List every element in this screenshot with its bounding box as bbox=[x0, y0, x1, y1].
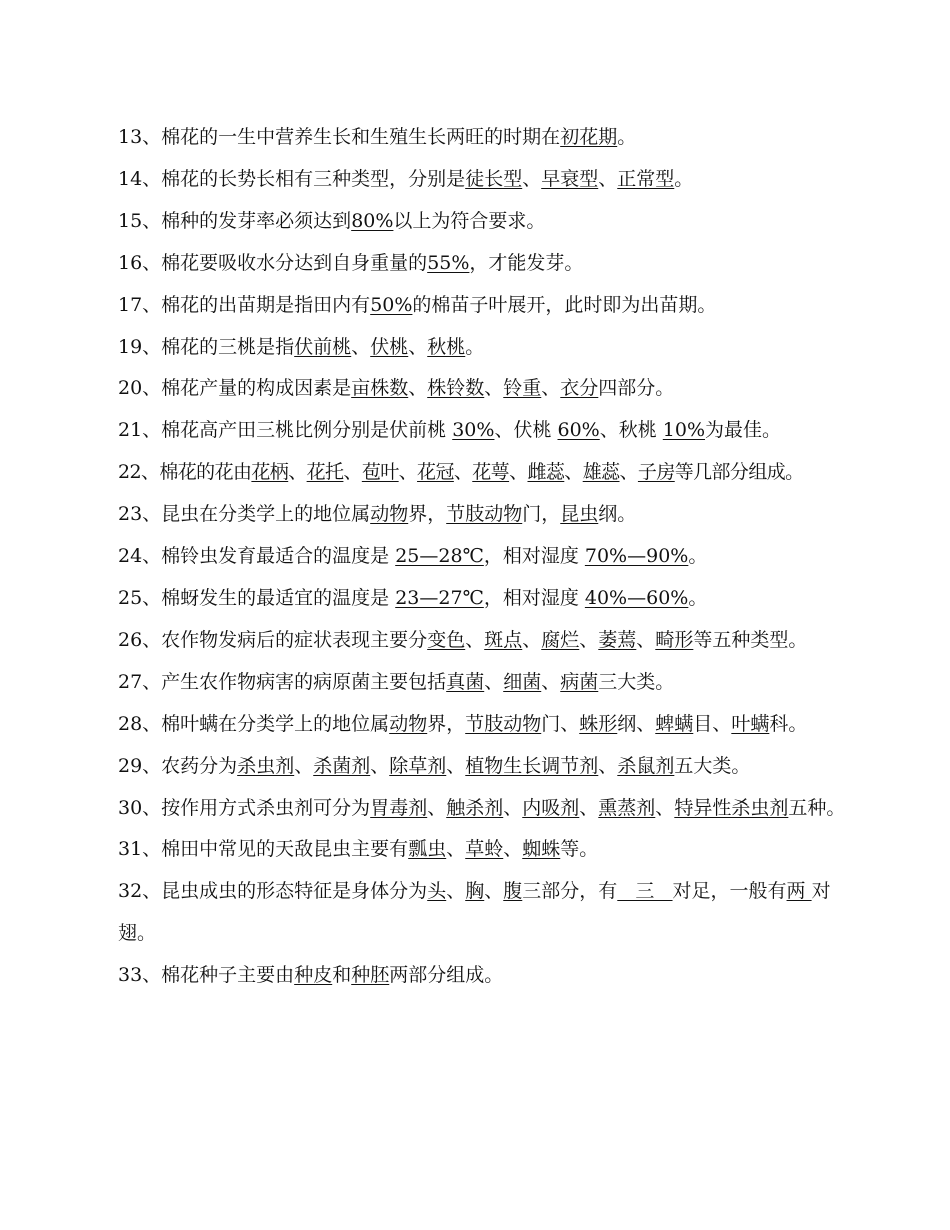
question-text: 。 bbox=[617, 126, 637, 148]
question-text: 的棉苗子叶展开，此时即为出苗期。 bbox=[412, 293, 717, 316]
answer-blank: 杀虫剂 bbox=[237, 754, 295, 777]
question-text: 三部分，有 bbox=[522, 880, 618, 903]
answer-blank: 真菌 bbox=[446, 670, 485, 693]
question-text: 、 bbox=[541, 377, 561, 400]
question-text: 、 bbox=[636, 628, 656, 651]
question-text: 、 bbox=[453, 461, 473, 484]
question-text: 四部分。 bbox=[598, 377, 675, 400]
question-text: 22、棉花的花由 bbox=[118, 461, 252, 484]
question-text: 16、棉花要吸收水分达到自身重量的 bbox=[118, 251, 428, 274]
question-text: 、 bbox=[408, 335, 428, 358]
answer-blank: 细菌 bbox=[503, 670, 542, 693]
question-text: 、 bbox=[446, 754, 466, 777]
question-text: 。 bbox=[688, 586, 708, 609]
answer-blank: 种皮 bbox=[294, 964, 333, 987]
answer-blank: 秋桃 bbox=[427, 335, 466, 358]
question-text: 科。 bbox=[769, 712, 808, 735]
answer-blank: 蜱螨 bbox=[655, 712, 694, 735]
answer-blank: 40%—60% bbox=[584, 586, 689, 609]
answer-blank: 苞叶 bbox=[361, 461, 399, 484]
question-text: 、 bbox=[370, 754, 390, 777]
answer-blank: 蛛形 bbox=[579, 712, 618, 735]
question-text: 28、棉叶螨在分类学上的地位属 bbox=[118, 712, 390, 735]
question-text: 、 bbox=[446, 880, 466, 903]
question-text: 14、棉花的长势长相有三种类型，分别是 bbox=[118, 167, 466, 190]
question-text: 、 bbox=[398, 461, 418, 484]
answer-blank: 蜘蛛 bbox=[522, 838, 561, 861]
question-text: 、 bbox=[351, 335, 371, 358]
question-text: 界， bbox=[427, 712, 466, 735]
question-list bbox=[118, 117, 848, 997]
question-text: ，相对湿度 bbox=[483, 545, 585, 568]
answer-blank: 正常型 bbox=[617, 167, 675, 190]
question-text: 目、 bbox=[693, 712, 732, 735]
question-text: 26、农作物发病后的症状表现主要分 bbox=[118, 628, 428, 651]
question-text: 等五种类型。 bbox=[693, 628, 808, 651]
answer-blank: 花萼 bbox=[472, 461, 510, 484]
answer-blank: 55% bbox=[427, 251, 470, 274]
answer-blank: 熏蒸剂 bbox=[598, 796, 656, 819]
question-text: 、伏桃 bbox=[494, 419, 558, 442]
answer-blank: 头 bbox=[427, 880, 447, 903]
answer-blank: 种胚 bbox=[351, 964, 390, 987]
question-text: 、 bbox=[288, 461, 307, 484]
answer-blank: 雌蕊 bbox=[527, 461, 565, 484]
answer-blank: 株铃数 bbox=[427, 377, 485, 400]
question-item bbox=[118, 578, 848, 620]
question-item bbox=[118, 746, 848, 788]
question-text: 15、棉种的发芽率必须达到 bbox=[118, 209, 352, 232]
answer-blank: 80% bbox=[351, 209, 394, 232]
question-text: 为最佳。 bbox=[705, 419, 782, 442]
question-text: 25、棉蚜发生的最适宜的温度是 bbox=[118, 586, 396, 609]
question-text: 30、按作用方式杀虫剂可分为 bbox=[118, 796, 371, 819]
answer-blank: 变色 bbox=[427, 628, 466, 651]
answer-blank: 70%—90% bbox=[584, 545, 689, 568]
question-text: 、 bbox=[503, 838, 523, 861]
question-text: 两部分组成。 bbox=[389, 964, 504, 987]
question-text: 。 bbox=[688, 545, 708, 568]
question-text: 19、棉花的三桃是指 bbox=[118, 335, 295, 358]
question-text: 等。 bbox=[560, 838, 599, 861]
answer-blank: 衣分 bbox=[560, 377, 599, 400]
question-text: 纲、 bbox=[617, 712, 656, 735]
question-text: 对翅。 bbox=[118, 880, 831, 945]
question-item bbox=[118, 410, 848, 452]
question-text: 、 bbox=[427, 796, 447, 819]
answer-blank: 内吸剂 bbox=[522, 796, 580, 819]
answer-blank: 萎蔫 bbox=[598, 628, 637, 651]
answer-blank: 特异性杀虫剂 bbox=[674, 796, 789, 819]
question-text: 、 bbox=[541, 670, 561, 693]
answer-blank: 徒长型 bbox=[465, 167, 523, 190]
answer-blank: 斑点 bbox=[484, 628, 523, 651]
answer-blank: 病菌 bbox=[560, 670, 599, 693]
question-text: 、 bbox=[509, 461, 528, 484]
question-text: 三大类。 bbox=[598, 670, 675, 693]
question-text: 、 bbox=[655, 796, 675, 819]
answer-blank: 植物生长调节剂 bbox=[465, 754, 599, 777]
question-text: 界， bbox=[408, 503, 447, 526]
question-item bbox=[118, 536, 848, 578]
question-text: 33、棉花种子主要由 bbox=[118, 964, 295, 987]
question-text: ，才能发芽。 bbox=[469, 251, 584, 274]
question-text: 31、棉田中常见的天敌昆虫主要有 bbox=[118, 838, 409, 861]
question-item bbox=[118, 829, 848, 871]
question-text: 、 bbox=[522, 628, 542, 651]
question-text: 、 bbox=[408, 377, 428, 400]
question-item bbox=[118, 494, 848, 536]
question-text: 、 bbox=[598, 754, 618, 777]
answer-blank: 花托 bbox=[306, 461, 344, 484]
question-text: 、 bbox=[446, 838, 466, 861]
answer-blank: 杀菌剂 bbox=[313, 754, 371, 777]
question-text: 五种。 bbox=[788, 796, 846, 819]
question-text: 、 bbox=[484, 880, 504, 903]
question-text: 24、棉铃虫发育最适合的温度是 bbox=[118, 545, 396, 568]
answer-blank: 伏桃 bbox=[370, 335, 409, 358]
question-text: 对足，一般有 bbox=[672, 880, 787, 903]
answer-blank: 25—28℃ bbox=[395, 545, 484, 568]
question-text: 和 bbox=[332, 964, 352, 987]
question-item bbox=[118, 871, 848, 955]
answer-blank: 花冠 bbox=[417, 461, 454, 484]
answer-blank: 子房 bbox=[637, 461, 675, 484]
question-item bbox=[118, 620, 848, 662]
question-text: 等几部分组成。 bbox=[674, 461, 804, 484]
question-text: 32、昆虫成虫的形态特征是身体分为 bbox=[118, 880, 428, 903]
question-item bbox=[118, 452, 848, 494]
question-text: 门、 bbox=[541, 712, 580, 735]
answer-blank: 畸形 bbox=[655, 628, 694, 651]
question-text: 、 bbox=[465, 628, 485, 651]
question-item bbox=[118, 662, 848, 704]
question-text: 以上为符合要求。 bbox=[393, 209, 546, 232]
question-item bbox=[118, 201, 848, 243]
answer-blank: 60% bbox=[557, 419, 600, 442]
answer-blank: 腹 bbox=[503, 880, 523, 903]
question-text: 。 bbox=[465, 335, 485, 358]
question-item bbox=[118, 788, 848, 830]
answer-blank: 初花期 bbox=[560, 126, 618, 148]
question-text: 门， bbox=[522, 503, 561, 526]
question-text: 、 bbox=[484, 670, 504, 693]
question-text: 23、昆虫在分类学上的地位属 bbox=[118, 503, 371, 526]
question-text: 五大类。 bbox=[674, 754, 751, 777]
question-text: 、 bbox=[522, 167, 542, 190]
answer-blank: 节肢动物 bbox=[465, 712, 542, 735]
question-item bbox=[118, 704, 848, 746]
question-text: 、 bbox=[294, 754, 314, 777]
answer-blank: 雄蕊 bbox=[582, 461, 620, 484]
answer-blank: 两 bbox=[786, 880, 812, 903]
question-item bbox=[118, 159, 848, 201]
answer-blank: 铃重 bbox=[503, 377, 542, 400]
answer-blank: 30% bbox=[452, 419, 495, 442]
question-text: 。 bbox=[674, 167, 694, 190]
answer-blank: 23—27℃ bbox=[395, 586, 484, 609]
answer-blank: 除草剂 bbox=[389, 754, 447, 777]
question-item bbox=[118, 117, 848, 159]
answer-blank: 10% bbox=[662, 419, 706, 442]
question-text: 、 bbox=[579, 796, 599, 819]
question-text: 29、农药分为 bbox=[118, 754, 238, 777]
answer-blank: 杀鼠剂 bbox=[617, 754, 675, 777]
question-text: 20、棉花产量的构成因素是 bbox=[118, 377, 352, 400]
answer-blank: 50% bbox=[370, 293, 413, 316]
question-item bbox=[118, 243, 848, 285]
answer-blank: 瓢虫 bbox=[408, 838, 447, 861]
question-text: 、 bbox=[619, 461, 638, 484]
question-text: 、秋桃 bbox=[599, 419, 663, 442]
question-text: 纲。 bbox=[598, 503, 637, 526]
answer-blank: 伏前桃 bbox=[294, 335, 352, 358]
answer-blank: 触杀剂 bbox=[446, 796, 504, 819]
question-item bbox=[118, 955, 848, 997]
question-text: 、 bbox=[564, 461, 583, 484]
question-text: 21、棉花高产田三桃比例分别是伏前桃 bbox=[118, 419, 453, 442]
question-text: 13、棉花的一生中营养生长和生殖生长两旺的时期在 bbox=[118, 126, 561, 148]
answer-blank: 胃毒剂 bbox=[370, 796, 428, 819]
answer-blank: 动物 bbox=[370, 503, 409, 526]
question-text: 17、棉花的出苗期是指田内有 bbox=[118, 293, 371, 316]
answer-blank: 草蛉 bbox=[465, 838, 504, 861]
answer-blank: 腐烂 bbox=[541, 628, 580, 651]
answer-blank: 动物 bbox=[389, 712, 428, 735]
answer-blank: 花柄 bbox=[251, 461, 289, 484]
question-text: 、 bbox=[343, 461, 362, 484]
question-item bbox=[118, 327, 848, 369]
answer-blank: 胸 bbox=[465, 880, 485, 903]
answer-blank: 昆虫 bbox=[560, 503, 599, 526]
question-text: ，相对湿度 bbox=[483, 586, 585, 609]
question-text: 27、产生农作物病害的病原菌主要包括 bbox=[118, 670, 447, 693]
answer-blank: 节肢动物 bbox=[446, 503, 523, 526]
question-text: 、 bbox=[503, 796, 523, 819]
question-text: 、 bbox=[579, 628, 599, 651]
answer-blank: 三 bbox=[617, 880, 673, 903]
question-text: 、 bbox=[598, 167, 618, 190]
question-text: 、 bbox=[484, 377, 504, 400]
answer-blank: 叶螨 bbox=[731, 712, 770, 735]
question-item bbox=[118, 285, 848, 327]
answer-blank: 早衰型 bbox=[541, 167, 599, 190]
answer-blank: 亩株数 bbox=[351, 377, 409, 400]
question-item bbox=[118, 368, 848, 410]
